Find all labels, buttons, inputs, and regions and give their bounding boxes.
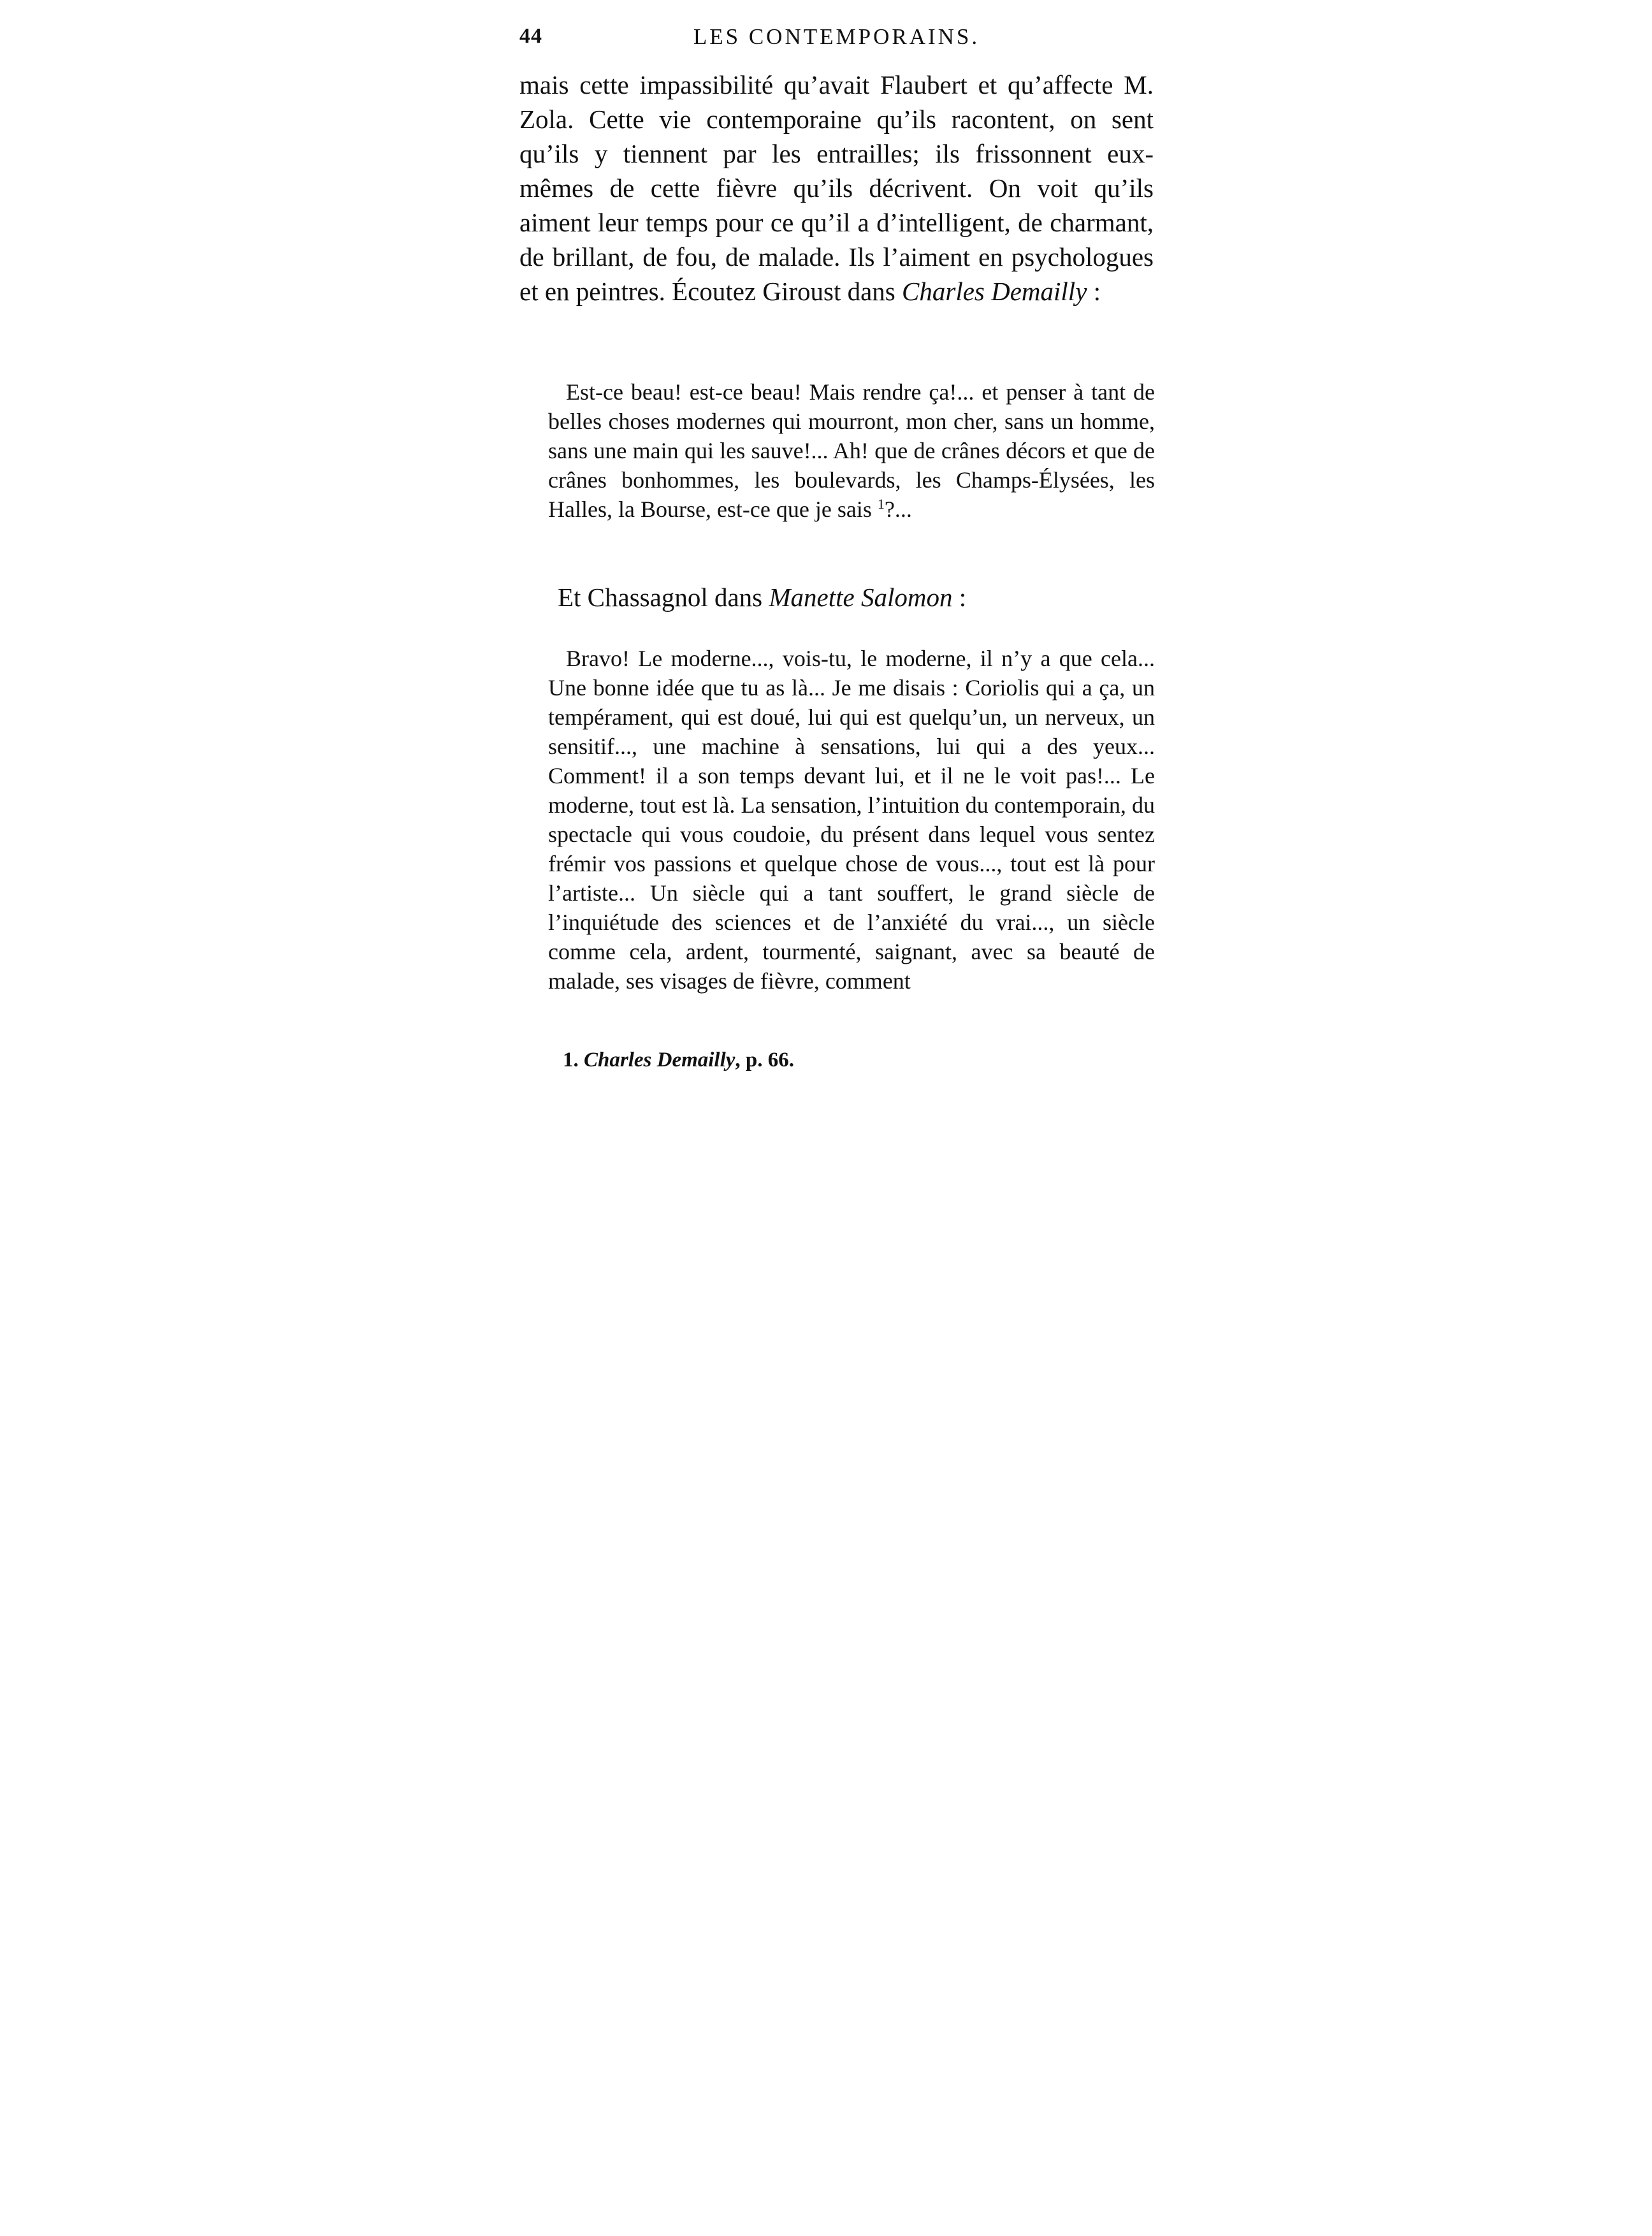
block-quote: [548, 644, 1155, 996]
footnote-page-ref: , p. 66.: [735, 1049, 795, 1071]
quote-text: Est-ce beau! est-ce beau! Mais rendre ça!... et penser à tant de belles choses modernes qui mourront, mon cher, sans un homme, sans une main qui les sauve!... Ah! que de crânes décors et que de crânes bonhommes, les boulevards, les Champs-Élysées, les Halles, la Bourse, est-ce que je sais: [548, 379, 1155, 522]
footnote-divider: [519, 1034, 609, 1035]
paragraph-text: :: [1087, 277, 1101, 306]
body-paragraph: [519, 68, 1154, 309]
paragraph-text: Et Chassagnol dans: [558, 583, 769, 612]
page-header: [519, 24, 1154, 56]
book-title: Charles Demailly: [902, 277, 1087, 306]
footnote: [563, 1049, 794, 1072]
quote-text: Bravo! Le moderne..., vois-tu, le moderne, il n’y a que cela... Une bonne idée que tu as là... Je me disais : Coriolis qui a ça, un tempérament, qui est doué, lui qui est quelqu’un, un nerveux, un sensitif..., une machine à sensations, lui qui a des yeux... Comment! il a son temps devant lui, et il ne le voit pas!... Le moderne, tout est là. La sensation, l’intuition du contemporain, du spectacle qui vous coudoie, du présent dans lequel vous sentez frémir vos passions et quelque chose de vous..., tout est là pour l’artiste... Un siècle qui a tant souffert, le grand siècle de l’inquiétude des sciences et de l’anxiété du vrai..., un siècle comme cela, ardent, tourmenté, saignant, avec sa beauté de malade, ses visages de fièvre, comment: [548, 646, 1155, 994]
book-page: [519, 0, 1154, 2236]
paragraph-text: :: [952, 583, 967, 612]
block-quote: [548, 377, 1155, 524]
paragraph-text: mais cette impassibilité qu’avait Flaubert et qu’affecte M. Zola. Cette vie contemporaine qu’ils racontent, on sent qu’ils y tiennent par les entrailles; ils frissonnent eux-mêmes de cette fièvre qu’ils décrivent. On voit qu’ils aiment leur temps pour ce qu’il a d’intelligent, de charmant, de brillant, de fou, de malade. Ils l’aiment en psychologues et en peintres. Écoutez Giroust dans: [519, 70, 1154, 306]
book-title: Manette Salomon: [769, 583, 953, 612]
body-paragraph: [558, 580, 966, 614]
quote-text-tail: ?...: [884, 497, 912, 522]
footnote-number: 1.: [563, 1049, 579, 1071]
footnote-reference: 1: [877, 496, 885, 512]
running-head: LES CONTEMPORAINS.: [693, 24, 980, 49]
page-number: 44: [519, 24, 542, 48]
footnote-title: Charles Demailly: [584, 1049, 735, 1071]
